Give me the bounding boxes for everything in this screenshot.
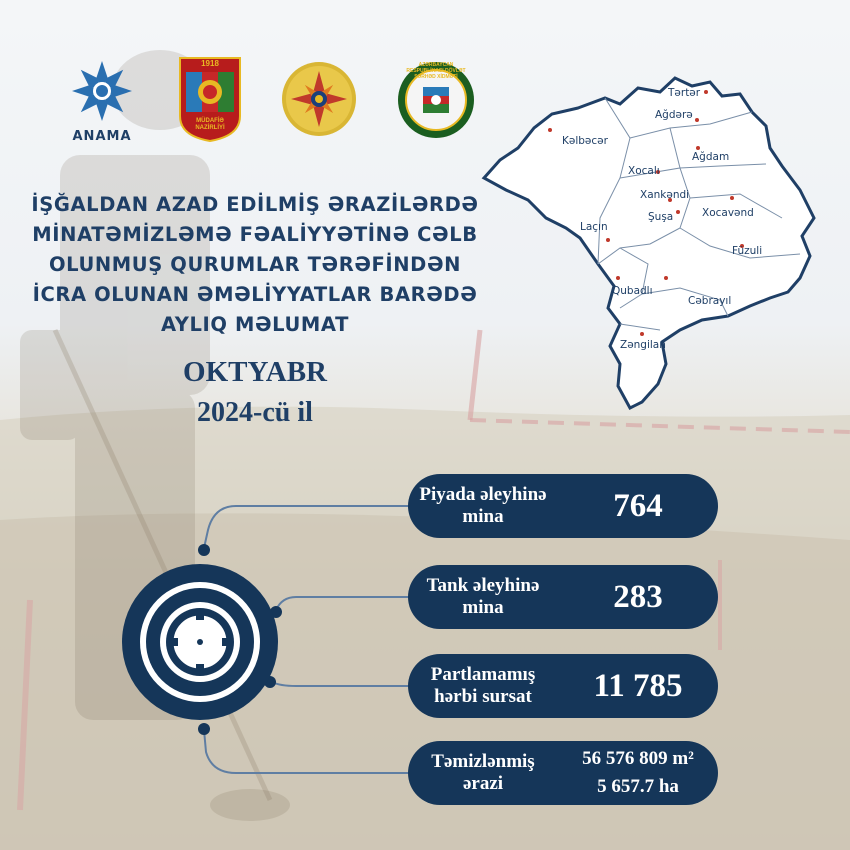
region-label: Ağdərə bbox=[655, 109, 693, 121]
report-year: 2024-cü il bbox=[197, 397, 313, 428]
liberated-territories-map bbox=[470, 68, 820, 413]
anama-logo bbox=[62, 58, 142, 144]
emergency-ministry-logo bbox=[280, 60, 358, 138]
defence-logo-text: MÜDAFİƏ NAZİRLİYİ bbox=[195, 118, 225, 131]
region-label: Xocalı bbox=[628, 165, 660, 177]
border-service-logo bbox=[396, 60, 476, 140]
region-label: Zəngilan bbox=[620, 339, 666, 351]
stat-value: 11 785 bbox=[593, 667, 683, 704]
region-label: Ağdam bbox=[692, 151, 730, 163]
landmine-icon bbox=[120, 562, 280, 722]
emergency-star-icon bbox=[280, 60, 358, 138]
region-label: Füzuli bbox=[732, 245, 763, 257]
anama-star-icon bbox=[62, 58, 142, 124]
stat-label-line: mina bbox=[462, 597, 504, 618]
stat-label bbox=[408, 484, 558, 528]
anama-wordmark: ANAMA bbox=[72, 129, 132, 144]
stat-label-line: hərbi sursat bbox=[434, 686, 532, 707]
region-label: Xankəndi bbox=[640, 189, 690, 201]
stat-value-line: 5 657.7 ha bbox=[597, 776, 679, 797]
stat-label bbox=[408, 751, 558, 795]
stat-label-line: Təmizlənmiş bbox=[431, 751, 535, 772]
stat-value-line: 56 576 809 m² bbox=[582, 748, 694, 769]
stat-antipersonnel-mines bbox=[408, 474, 718, 538]
stat-antitank-mines bbox=[408, 565, 718, 629]
page-title bbox=[20, 190, 490, 340]
report-month: OKTYABR bbox=[183, 356, 327, 388]
border-logo-text: AZƏRBAYCAN RESPUBLİKASI DÖVLƏT SƏRHƏD XİDMƏTİ bbox=[406, 62, 466, 80]
title-line: İŞĞALDAN AZAD EDİLMİŞ ƏRAZİLƏRDƏ bbox=[31, 193, 479, 216]
stat-label-line: mina bbox=[462, 506, 504, 527]
stat-value: 283 bbox=[613, 578, 663, 615]
region-label: Xocavənd bbox=[702, 207, 754, 219]
stat-label-line: Piyada əleyhinə bbox=[419, 484, 547, 505]
region-label: Kəlbəcər bbox=[562, 135, 608, 147]
map-outline bbox=[484, 78, 814, 408]
stat-unexploded-ordnance bbox=[408, 654, 718, 718]
region-label: Şuşa bbox=[648, 211, 674, 223]
stat-label-line: Tank əleyhinə bbox=[426, 575, 540, 596]
defence-logo-year: 1918 bbox=[201, 59, 219, 68]
stat-label-line: ərazi bbox=[462, 773, 504, 794]
stat-label bbox=[408, 664, 558, 708]
stat-cleared-area bbox=[408, 741, 718, 805]
title-line: OLUNMUŞ QURUMLAR TƏRƏFİNDƏN bbox=[48, 253, 462, 276]
stat-value bbox=[558, 745, 718, 801]
region-label: Qubadlı bbox=[612, 285, 653, 297]
stat-label-line: Partlamamış bbox=[430, 664, 536, 685]
title-line: MİNATƏMİZLƏMƏ FƏALİYYƏTİNƏ CƏLB bbox=[32, 223, 478, 246]
title-line: İCRA OLUNAN ƏMƏLİYYATLAR BARƏDƏ bbox=[32, 283, 478, 306]
title-line: AYLIQ MƏLUMAT bbox=[160, 313, 349, 336]
region-label: Cəbrayıl bbox=[688, 295, 732, 307]
region-label: Laçın bbox=[580, 221, 608, 233]
stat-label bbox=[408, 575, 558, 619]
stat-value: 764 bbox=[613, 487, 663, 524]
region-label: Tərtər bbox=[668, 87, 701, 99]
defence-ministry-logo bbox=[178, 56, 242, 142]
